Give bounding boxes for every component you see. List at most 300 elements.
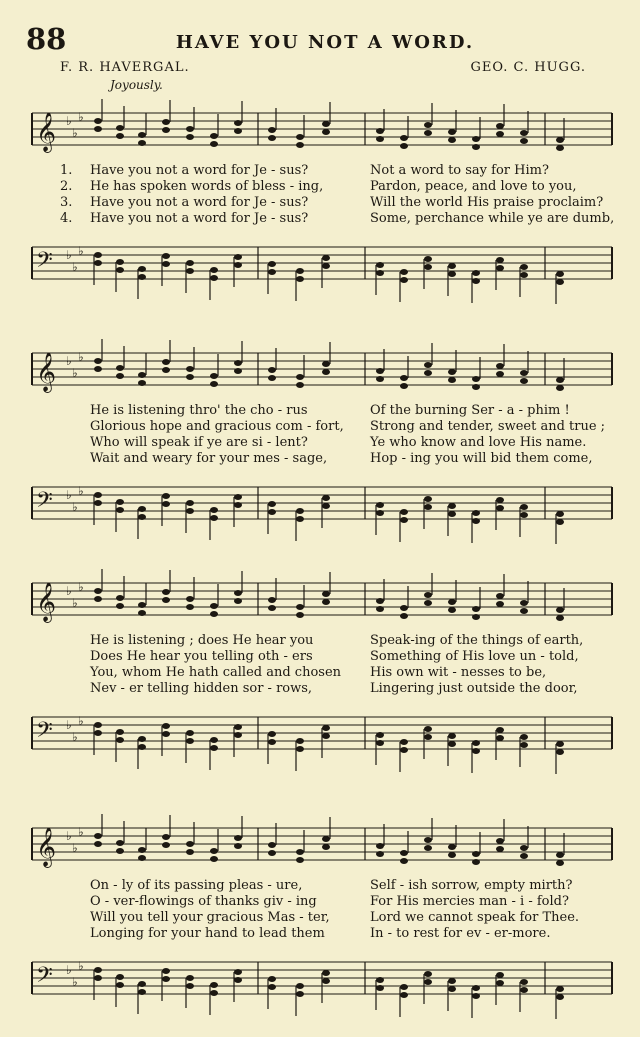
note-head xyxy=(138,140,146,146)
note-head xyxy=(138,372,146,378)
note-head xyxy=(376,851,384,857)
note-head xyxy=(448,129,456,135)
flat-icon: ♭ xyxy=(72,500,78,514)
note-head xyxy=(234,368,242,374)
note-head xyxy=(556,385,564,391)
note-head xyxy=(376,376,384,382)
note-head xyxy=(556,511,564,517)
bass-staff xyxy=(32,959,612,1019)
lyric-line xyxy=(60,179,620,195)
note-head xyxy=(424,256,432,262)
lyric-line xyxy=(60,926,620,942)
flat-icon: ♭ xyxy=(72,975,78,989)
lyric-first-half: He has spoken words of bless - ing, xyxy=(90,179,324,194)
lyric-first-half: Who will speak if ye are si - lent? xyxy=(90,435,308,450)
note-head xyxy=(94,967,102,973)
note-head xyxy=(556,271,564,277)
note-head xyxy=(138,855,146,861)
note-head xyxy=(116,259,124,265)
lyrics-block xyxy=(60,163,620,227)
note-head xyxy=(116,499,124,505)
note-head xyxy=(210,515,218,521)
note-head xyxy=(496,257,504,263)
note-head xyxy=(138,266,146,272)
flat-icon: ♭ xyxy=(72,730,78,744)
note-head xyxy=(210,507,218,513)
note-head xyxy=(296,849,304,855)
lyric-line xyxy=(60,894,620,910)
note-head xyxy=(322,263,330,269)
lyric-second-half: In - to rest for ev - er-more. xyxy=(370,926,551,941)
composer: GEO. C. HUGG. xyxy=(470,60,586,75)
note-head xyxy=(424,734,432,740)
lyric-first-half: O - ver-flowings of thanks giv - ing xyxy=(90,894,317,909)
note-head xyxy=(186,374,194,380)
note-head xyxy=(94,260,102,266)
lyric-line xyxy=(60,665,620,681)
note-head xyxy=(234,732,242,738)
flat-icon: ♭ xyxy=(78,484,84,498)
lyric-second-half: Not a word to say for Him? xyxy=(370,163,549,178)
lyric-first-half: On - ly of its passing pleas - ure, xyxy=(90,878,303,893)
note-head xyxy=(472,518,480,524)
flat-icon: ♭ xyxy=(66,829,72,843)
note-head xyxy=(400,375,408,381)
note-head xyxy=(400,517,408,523)
note-head xyxy=(116,595,124,601)
flat-icon: ♭ xyxy=(78,825,84,839)
note-head xyxy=(472,740,480,746)
note-head xyxy=(210,848,218,854)
note-head xyxy=(556,994,564,1000)
note-head xyxy=(186,366,194,372)
flat-icon: ♭ xyxy=(66,114,72,128)
note-head xyxy=(496,601,504,607)
bass-staff xyxy=(32,244,612,304)
note-head xyxy=(520,845,528,851)
lyric-first-half: Wait and weary for your mes - sage, xyxy=(90,451,328,466)
note-head xyxy=(376,502,384,508)
lyric-line xyxy=(60,403,620,419)
note-head xyxy=(234,494,242,500)
note-head xyxy=(322,844,330,850)
note-head xyxy=(400,850,408,856)
note-head xyxy=(268,597,276,603)
lyric-first-half: Longing for your hand to lead them xyxy=(90,926,325,941)
bass-clef-icon: 𝄢 xyxy=(36,248,53,278)
lyric-second-half: For His mercies man - i - fold? xyxy=(370,894,569,909)
note-head xyxy=(520,608,528,614)
note-head xyxy=(400,135,408,141)
note-head xyxy=(234,262,242,268)
lyric-second-half: Self - ish sorrow, empty mirth? xyxy=(370,878,573,893)
author: F. R. HAVERGAL. xyxy=(60,60,190,75)
bass-clef-icon: 𝄢 xyxy=(36,963,53,993)
note-head xyxy=(210,381,218,387)
note-head xyxy=(400,383,408,389)
flat-icon: ♭ xyxy=(78,714,84,728)
flat-icon: ♭ xyxy=(72,260,78,274)
lyric-first-half: He is listening thro' the cho - rus xyxy=(90,403,308,418)
note-head xyxy=(472,985,480,991)
note-head xyxy=(94,588,102,594)
note-head xyxy=(496,371,504,377)
note-head xyxy=(138,602,146,608)
note-head xyxy=(400,277,408,283)
flat-icon: ♭ xyxy=(78,350,84,364)
treble-clef-icon: 𝄞 xyxy=(36,827,57,867)
note-head xyxy=(424,726,432,732)
note-head xyxy=(448,607,456,613)
lyric-line xyxy=(60,681,620,697)
note-head xyxy=(116,365,124,371)
note-head xyxy=(234,598,242,604)
music-system xyxy=(0,95,640,315)
flat-icon: ♭ xyxy=(66,488,72,502)
verse-number: 4. xyxy=(60,211,73,226)
note-head xyxy=(322,970,330,976)
note-head xyxy=(186,841,194,847)
note-head xyxy=(234,835,242,841)
note-head xyxy=(138,514,146,520)
note-head xyxy=(94,126,102,132)
note-head xyxy=(448,511,456,517)
flat-icon: ♭ xyxy=(72,126,78,140)
lyric-first-half: He is listening ; does He hear you xyxy=(90,633,314,648)
note-head xyxy=(186,730,194,736)
note-head xyxy=(376,843,384,849)
note-head xyxy=(520,378,528,384)
note-head xyxy=(138,736,146,742)
note-head xyxy=(400,605,408,611)
note-head xyxy=(162,119,170,125)
note-head xyxy=(376,740,384,746)
note-head xyxy=(424,130,432,136)
note-head xyxy=(296,134,304,140)
note-head xyxy=(116,507,124,513)
note-head xyxy=(424,264,432,270)
note-head xyxy=(556,279,564,285)
lyric-second-half: Lord we cannot speak for Thee. xyxy=(370,910,580,925)
note-head xyxy=(138,274,146,280)
note-head xyxy=(116,729,124,735)
note-head xyxy=(268,850,276,856)
page-number: 88 xyxy=(26,22,67,56)
note-head xyxy=(210,611,218,617)
note-head xyxy=(296,746,304,752)
note-head xyxy=(186,738,194,744)
note-head xyxy=(268,842,276,848)
note-head xyxy=(472,614,480,620)
lyrics-block xyxy=(60,878,620,942)
flat-icon: ♭ xyxy=(78,110,84,124)
note-head xyxy=(556,741,564,747)
note-head xyxy=(94,118,102,124)
note-head xyxy=(400,747,408,753)
note-head xyxy=(448,377,456,383)
note-head xyxy=(448,263,456,269)
note-head xyxy=(296,612,304,618)
lyric-line xyxy=(60,211,620,227)
lyric-first-half: Will you tell your gracious Mas - ter, xyxy=(90,910,330,925)
note-head xyxy=(138,989,146,995)
note-head xyxy=(496,735,504,741)
note-head xyxy=(496,497,504,503)
note-head xyxy=(496,123,504,129)
note-head xyxy=(296,276,304,282)
note-head xyxy=(376,606,384,612)
note-head xyxy=(556,749,564,755)
note-head xyxy=(376,128,384,134)
note-head xyxy=(162,589,170,595)
music-system xyxy=(0,335,640,555)
note-head xyxy=(520,130,528,136)
note-head xyxy=(210,856,218,862)
lyric-first-half: Does He hear you telling oth - ers xyxy=(90,649,313,664)
note-head xyxy=(210,267,218,273)
note-head xyxy=(234,360,242,366)
note-head xyxy=(496,727,504,733)
verse-number: 1. xyxy=(60,163,73,178)
note-head xyxy=(472,144,480,150)
note-head xyxy=(472,136,480,142)
treble-staff xyxy=(32,339,612,393)
note-head xyxy=(322,733,330,739)
note-head xyxy=(322,121,330,127)
lyric-line xyxy=(60,910,620,926)
music-system xyxy=(0,565,640,785)
note-head xyxy=(496,505,504,511)
note-head xyxy=(448,978,456,984)
note-head xyxy=(520,504,528,510)
note-head xyxy=(376,270,384,276)
note-head xyxy=(186,500,194,506)
note-head xyxy=(322,978,330,984)
note-head xyxy=(556,607,564,613)
note-head xyxy=(210,745,218,751)
note-head xyxy=(448,741,456,747)
note-head xyxy=(448,137,456,143)
note-head xyxy=(322,495,330,501)
lyric-first-half: Have you not a word for Je - sus? xyxy=(90,195,309,210)
note-head xyxy=(94,975,102,981)
note-head xyxy=(94,366,102,372)
flat-icon: ♭ xyxy=(66,248,72,262)
note-head xyxy=(234,502,242,508)
note-head xyxy=(520,734,528,740)
note-head xyxy=(162,723,170,729)
lyric-second-half: Speak-ing of the things of earth, xyxy=(370,633,584,648)
note-head xyxy=(162,367,170,373)
note-head xyxy=(94,492,102,498)
note-head xyxy=(94,358,102,364)
note-head xyxy=(424,837,432,843)
note-head xyxy=(496,265,504,271)
note-head xyxy=(556,852,564,858)
flat-icon: ♭ xyxy=(66,354,72,368)
note-head xyxy=(448,369,456,375)
note-head xyxy=(472,270,480,276)
lyric-line xyxy=(60,878,620,894)
note-head xyxy=(186,849,194,855)
note-head xyxy=(322,361,330,367)
note-head xyxy=(234,724,242,730)
note-head xyxy=(210,141,218,147)
bass-staff xyxy=(32,484,612,544)
note-head xyxy=(472,510,480,516)
note-head xyxy=(472,851,480,857)
note-head xyxy=(520,979,528,985)
bass-clef-icon: 𝄢 xyxy=(36,718,53,748)
lyric-first-half: Nev - er telling hidden sor - rows, xyxy=(90,681,313,696)
note-head xyxy=(556,145,564,151)
note-head xyxy=(296,738,304,744)
note-head xyxy=(400,984,408,990)
note-head xyxy=(296,142,304,148)
note-head xyxy=(234,843,242,849)
note-head xyxy=(162,261,170,267)
note-head xyxy=(138,744,146,750)
note-head xyxy=(322,255,330,261)
flat-icon: ♭ xyxy=(78,244,84,258)
note-head xyxy=(186,596,194,602)
note-head xyxy=(376,262,384,268)
note-head xyxy=(496,363,504,369)
flat-icon: ♭ xyxy=(66,584,72,598)
note-head xyxy=(520,138,528,144)
note-head xyxy=(162,842,170,848)
note-head xyxy=(162,597,170,603)
note-head xyxy=(472,859,480,865)
note-head xyxy=(268,739,276,745)
lyric-second-half: Will the world His praise proclaim? xyxy=(370,195,604,210)
note-head xyxy=(116,848,124,854)
note-head xyxy=(424,592,432,598)
note-head xyxy=(268,269,276,275)
note-head xyxy=(296,508,304,514)
note-head xyxy=(556,615,564,621)
treble-clef-icon: 𝄞 xyxy=(36,582,57,622)
lyric-first-half: Have you not a word for Je - sus? xyxy=(90,211,309,226)
lyric-line xyxy=(60,649,620,665)
note-head xyxy=(400,858,408,864)
lyric-second-half: Some, perchance while ye are dumb, xyxy=(370,211,615,226)
note-head xyxy=(94,252,102,258)
note-head xyxy=(296,268,304,274)
lyric-second-half: His own wit - nesses to be, xyxy=(370,665,547,680)
note-head xyxy=(400,509,408,515)
flat-icon: ♭ xyxy=(66,963,72,977)
note-head xyxy=(448,503,456,509)
note-head xyxy=(376,977,384,983)
note-head xyxy=(116,974,124,980)
note-head xyxy=(116,125,124,131)
note-head xyxy=(496,838,504,844)
note-head xyxy=(424,362,432,368)
note-head xyxy=(424,504,432,510)
note-head xyxy=(296,604,304,610)
note-head xyxy=(424,845,432,851)
note-head xyxy=(472,993,480,999)
lyric-first-half: You, whom He hath called and chosen xyxy=(90,665,342,680)
treble-staff xyxy=(32,814,612,868)
note-head xyxy=(94,730,102,736)
note-head xyxy=(322,591,330,597)
tempo-marking: Joyously. xyxy=(110,78,163,92)
note-head xyxy=(520,742,528,748)
note-head xyxy=(424,496,432,502)
note-head xyxy=(268,375,276,381)
note-head xyxy=(296,374,304,380)
note-head xyxy=(138,610,146,616)
music-system xyxy=(0,810,640,1030)
note-head xyxy=(116,373,124,379)
note-head xyxy=(162,253,170,259)
note-head xyxy=(186,983,194,989)
note-head xyxy=(424,600,432,606)
note-head xyxy=(322,725,330,731)
note-head xyxy=(94,722,102,728)
hymn-title: HAVE YOU NOT A WORD. xyxy=(175,32,475,53)
lyric-line xyxy=(60,419,620,435)
lyric-line xyxy=(60,163,620,179)
note-head xyxy=(116,603,124,609)
note-head xyxy=(296,382,304,388)
note-head xyxy=(322,836,330,842)
note-head xyxy=(496,846,504,852)
note-head xyxy=(472,278,480,284)
note-head xyxy=(400,739,408,745)
note-head xyxy=(162,976,170,982)
note-head xyxy=(234,120,242,126)
note-head xyxy=(556,519,564,525)
note-head xyxy=(162,127,170,133)
treble-clef-icon: 𝄞 xyxy=(36,352,57,392)
treble-staff xyxy=(32,99,612,153)
note-head xyxy=(268,501,276,507)
note-head xyxy=(448,852,456,858)
verse-number: 2. xyxy=(60,179,73,194)
note-head xyxy=(162,968,170,974)
note-head xyxy=(322,503,330,509)
note-head xyxy=(234,254,242,260)
note-head xyxy=(162,493,170,499)
note-head xyxy=(556,137,564,143)
flat-icon: ♭ xyxy=(72,841,78,855)
note-head xyxy=(162,731,170,737)
note-head xyxy=(268,509,276,515)
note-head xyxy=(94,596,102,602)
note-head xyxy=(472,748,480,754)
note-head xyxy=(472,376,480,382)
note-head xyxy=(520,272,528,278)
lyric-line xyxy=(60,451,620,467)
note-head xyxy=(520,370,528,376)
lyric-line xyxy=(60,633,620,649)
note-head xyxy=(138,506,146,512)
flat-icon: ♭ xyxy=(78,959,84,973)
note-head xyxy=(556,986,564,992)
note-head xyxy=(556,377,564,383)
note-head xyxy=(268,367,276,373)
note-head xyxy=(448,733,456,739)
lyric-second-half: Of the burning Ser - a - phim ! xyxy=(370,403,570,418)
note-head xyxy=(520,600,528,606)
verse-number: 3. xyxy=(60,195,73,210)
note-head xyxy=(520,853,528,859)
note-head xyxy=(268,605,276,611)
note-head xyxy=(296,983,304,989)
